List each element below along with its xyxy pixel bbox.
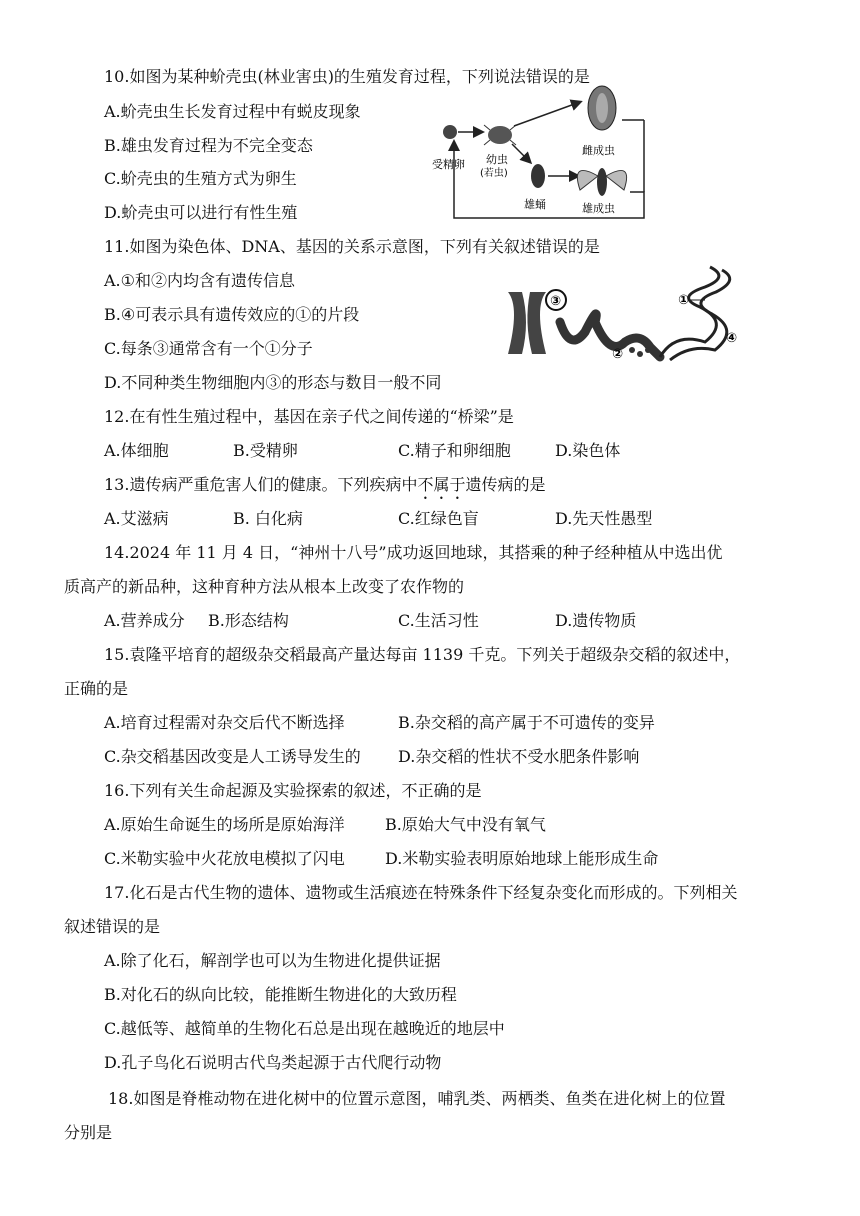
q10-option-d: D.蚧壳虫可以进行有性生殖 bbox=[104, 203, 298, 222]
q13-option-c: C.红绿色盲 bbox=[398, 509, 479, 528]
q13-stem bbox=[104, 474, 545, 503]
q11-option-c: C.每条③通常含有一个①分子 bbox=[104, 339, 313, 358]
q11-option-a: A.①和②内均含有遗传信息 bbox=[104, 271, 295, 290]
q13-stem-part-a: 13.遗传病严重危害人们的健康。下列疾病中 bbox=[104, 475, 418, 494]
q14-option-b: B.形态结构 bbox=[208, 611, 289, 630]
q13-option-d: D.先天性愚型 bbox=[555, 509, 653, 528]
q11-option-b: B.④可表示具有遗传效应的①的片段 bbox=[104, 305, 360, 324]
q17-option-c: C.越低等、越简单的生物化石总是出现在越晚近的地层中 bbox=[104, 1019, 505, 1038]
q12-option-b: B.受精卵 bbox=[233, 441, 298, 460]
chromosome-shape bbox=[508, 292, 546, 354]
pupa-label: 雄蛹 bbox=[524, 198, 546, 211]
q10-option-a: A.蚧壳虫生长发育过程中有蜕皮现象 bbox=[104, 102, 361, 121]
q15-option-d: D.杂交稻的性状不受水肥条件影响 bbox=[398, 747, 640, 766]
q16-stem: 16.下列有关生命起源及实验探索的叙述，不正确的是 bbox=[104, 781, 482, 800]
q11-option-d: D.不同种类生物细胞内③的形态与数目一般不同 bbox=[104, 373, 442, 392]
q16-option-c: C.米勒实验中火花放电模拟了闪电 bbox=[104, 849, 345, 868]
q14-option-d: D.遗传物质 bbox=[555, 611, 637, 630]
q15-stem-line-2: 正确的是 bbox=[64, 679, 129, 698]
q10-stem: 10.如图为某种蚧壳虫(林业害虫)的生殖发育过程，下列说法错误的是 bbox=[104, 67, 590, 86]
q15-option-c: C.杂交稻基因改变是人工诱导发生的 bbox=[104, 747, 361, 766]
insect-lifecycle-figure bbox=[430, 80, 650, 222]
larva-label: 幼虫 bbox=[486, 153, 508, 166]
female-label: 雌成虫 bbox=[582, 144, 615, 157]
q13-option-b: B. 白化病 bbox=[233, 509, 303, 528]
q16-option-a: A.原始生命诞生的场所是原始海洋 bbox=[104, 815, 345, 834]
q13-option-a: A.艾滋病 bbox=[104, 509, 169, 528]
q18-stem-line-2: 分别是 bbox=[64, 1123, 113, 1142]
label-2: ② bbox=[612, 347, 624, 362]
q14-option-a: A.营养成分 bbox=[104, 611, 185, 630]
q10-option-c: C.蚧壳虫的生殖方式为卵生 bbox=[104, 169, 297, 188]
q12-stem: 12.在有性生殖过程中，基因在亲子代之间传递的“桥梁”是 bbox=[104, 407, 514, 426]
q17-stem-line-2: 叙述错误的是 bbox=[64, 917, 161, 936]
label-1: ① bbox=[678, 293, 690, 308]
q14-stem-line-2: 质高产的新品种，这种育种方法从根本上改变了农作物的 bbox=[64, 577, 465, 596]
q17-option-d: D.孔子鸟化石说明古代鸟类起源于古代爬行动物 bbox=[104, 1053, 442, 1072]
q15-option-a: A.培育过程需对杂交后代不断选择 bbox=[104, 713, 345, 732]
q15-stem-line-1: 15.袁隆平培育的超级杂交稻最高产量达每亩 1139 千克。下列关于超级杂交稻的叙述中， bbox=[104, 645, 741, 664]
q16-option-d: D.米勒实验表明原始地球上能形成生命 bbox=[385, 849, 659, 868]
q13-stem-emphasis: 不属于 bbox=[417, 475, 466, 494]
q12-option-a: A.体细胞 bbox=[104, 441, 169, 460]
male-label: 雄成虫 bbox=[582, 202, 615, 215]
coiled-dna-shape bbox=[560, 314, 660, 357]
q14-option-c: C.生活习性 bbox=[398, 611, 479, 630]
q12-option-d: D.染色体 bbox=[555, 441, 621, 460]
q10-option-b: B.雄虫发育过程为不完全变态 bbox=[104, 136, 313, 155]
chromosome-dna-figure bbox=[500, 262, 750, 362]
q14-stem-line-1: 14.2024 年 11 月 4 日，“神州十八号”成功返回地球，其搭乘的种子经种植从中选出优 bbox=[104, 543, 723, 562]
male-adult-shape bbox=[597, 168, 607, 196]
q18-stem-line-1: 18.如图是脊椎动物在进化树中的位置示意图，哺乳类、两栖类、鱼类在进化树上的位置 bbox=[108, 1089, 726, 1108]
label-4: ④ bbox=[726, 331, 738, 346]
q15-option-b: B.杂交稻的高产属于不可遗传的变异 bbox=[398, 713, 655, 732]
q17-stem-line-1: 17.化石是古代生物的遗体、遗物或生活痕迹在特殊条件下经复杂变化而形成的。下列相关 bbox=[104, 883, 738, 902]
q17-option-b: B.对化石的纵向比较，能推断生物进化的大致历程 bbox=[104, 985, 457, 1004]
egg-label: 受精卵 bbox=[432, 158, 465, 171]
q13-stem-part-b: 遗传病的是 bbox=[465, 475, 546, 494]
larva-shape bbox=[488, 126, 512, 144]
label-3: ③ bbox=[550, 294, 562, 309]
larva-sub-label: (若虫) bbox=[480, 168, 508, 179]
q17-option-a: A.除了化石，解剖学也可以为生物进化提供证据 bbox=[104, 951, 441, 970]
double-helix-shape bbox=[660, 267, 730, 360]
q16-option-b: B.原始大气中没有氧气 bbox=[385, 815, 546, 834]
q11-stem: 11.如图为染色体、DNA、基因的关系示意图，下列有关叙述错误的是 bbox=[104, 237, 600, 256]
q12-option-c: C.精子和卵细胞 bbox=[398, 441, 511, 460]
pupa-shape bbox=[531, 164, 545, 188]
egg-shape bbox=[443, 125, 457, 139]
